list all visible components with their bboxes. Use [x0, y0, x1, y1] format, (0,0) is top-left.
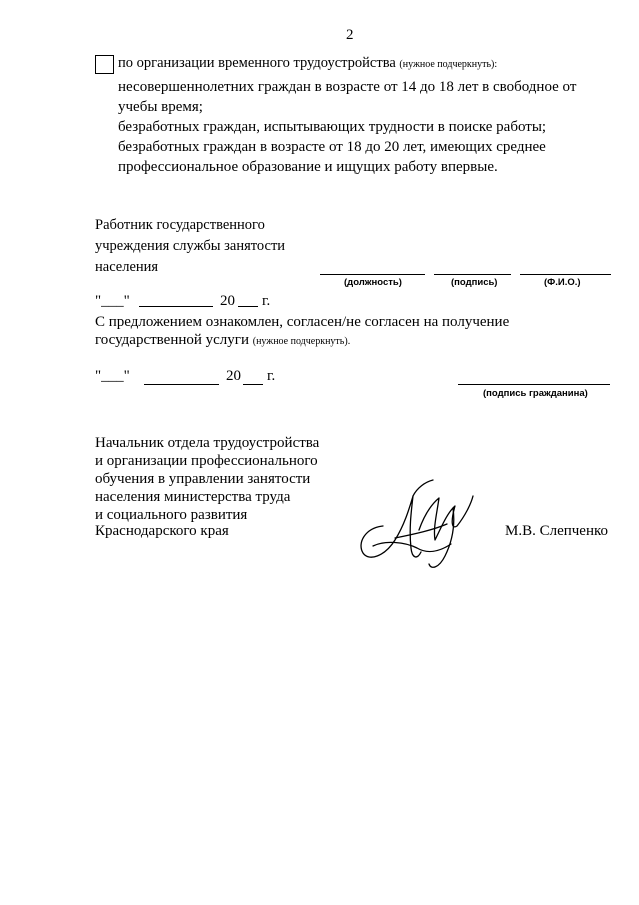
option-title: по организации временного трудоустройства	[118, 55, 396, 71]
head-line-1: Начальник отдела трудоустройства	[95, 435, 320, 451]
name-label: (Ф.И.О.)	[544, 277, 581, 288]
date2-year-line[interactable]	[243, 384, 263, 385]
head-line-4: населения министерства труда	[95, 489, 291, 505]
date1-year-suffix: г.	[262, 293, 271, 309]
option-line-2: учебы время;	[118, 99, 203, 115]
position-line[interactable]	[320, 274, 425, 275]
citizen-signature-label: (подпись гражданина)	[483, 388, 588, 399]
option-checkbox[interactable]	[95, 55, 114, 74]
worker-line-1: Работник государственного	[95, 217, 265, 233]
date2-year-prefix: 20	[226, 368, 241, 384]
head-line-5: и социального развития	[95, 507, 248, 523]
head-line-3: обучения в управлении занятости	[95, 471, 311, 487]
consent-line-2-row	[95, 331, 350, 351]
page-number: 2	[346, 27, 354, 43]
signature-label: (подпись)	[451, 277, 498, 288]
consent-note: (нужное подчеркнуть).	[252, 336, 351, 347]
position-label: (должность)	[344, 277, 402, 288]
date2-year-suffix: г.	[267, 368, 276, 384]
name-line[interactable]	[520, 274, 611, 275]
head-line-6: Краснодарского края	[95, 523, 229, 539]
handwritten-signature	[355, 468, 480, 573]
date1-year-line[interactable]	[238, 306, 258, 307]
date2-quotes: "___"	[95, 368, 130, 384]
citizen-signature-line[interactable]	[458, 384, 610, 385]
head-name: М.В. Слепченко	[505, 523, 609, 539]
option-title-row	[118, 54, 497, 74]
worker-line-2: учреждения службы занятости	[95, 238, 286, 254]
option-line-1: несовершеннолетних граждан в возрасте от 14 до 18 лет в свободное от	[118, 79, 577, 95]
worker-line-3: населения	[95, 259, 159, 275]
signature-line[interactable]	[434, 274, 511, 275]
date1-year-prefix: 20	[220, 293, 235, 309]
consent-line-1: С предложением ознакомлен, согласен/не согласен на получение	[95, 314, 510, 330]
head-line-2: и организации профессионального	[95, 453, 318, 469]
option-line-4: безработных граждан в возрасте от 18 до 20 лет, имеющих среднее	[118, 139, 546, 155]
date2-month-line[interactable]	[144, 384, 219, 385]
date1-month-line[interactable]	[139, 306, 213, 307]
date1-quotes: "___"	[95, 293, 130, 309]
option-line-5: профессиональное образование и ищущих работу впервые.	[118, 159, 498, 175]
option-line-3: безработных граждан, испытывающих трудности в поиске работы;	[118, 119, 547, 135]
consent-line-2: государственной услуги	[95, 332, 249, 348]
option-title-note: (нужное подчеркнуть):	[399, 59, 498, 70]
